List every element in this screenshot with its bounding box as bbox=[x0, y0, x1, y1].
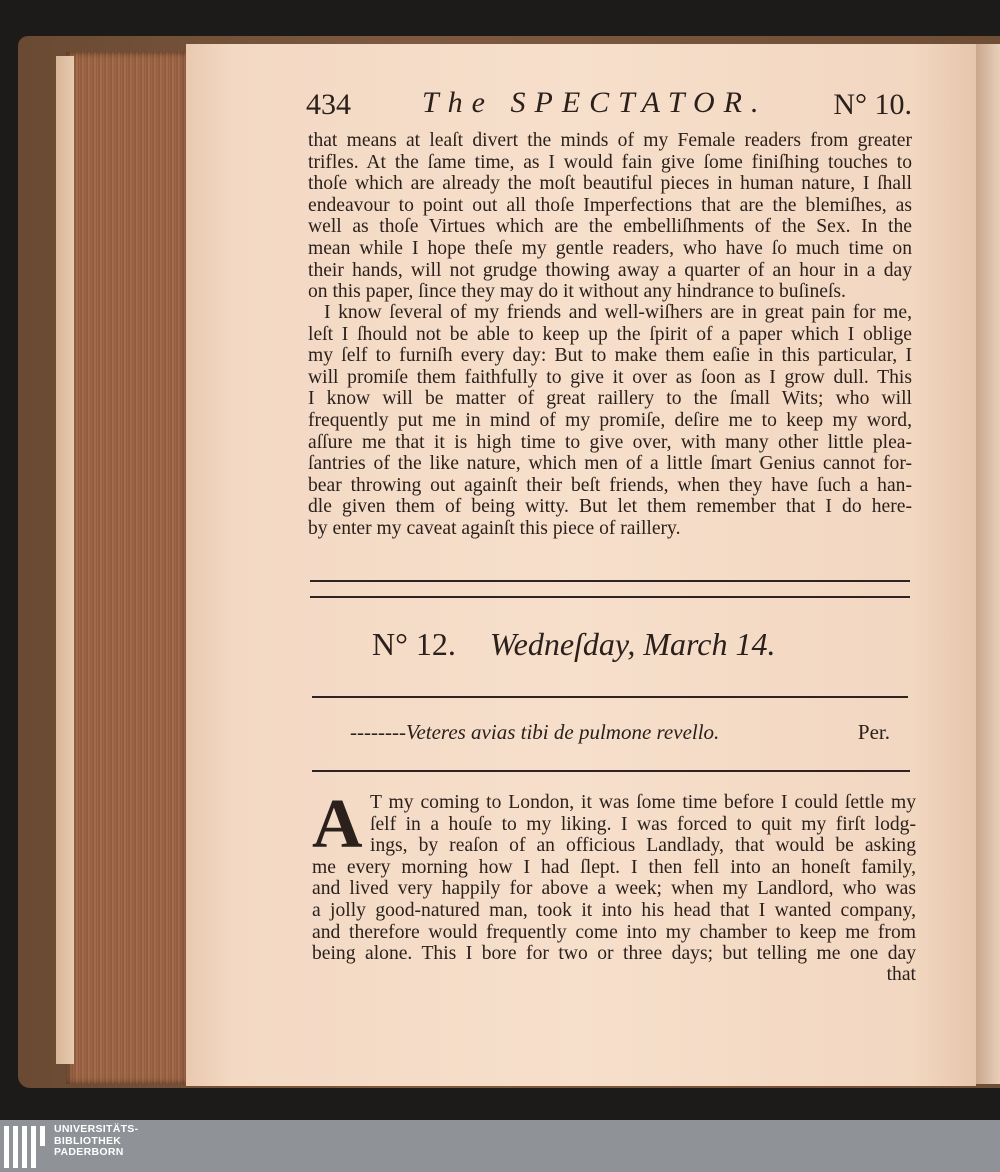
text-line: will promiſe them faithfully to give it over as ſoon as I grow dull. This bbox=[308, 366, 912, 388]
page-header bbox=[306, 86, 912, 126]
text-line: frequently put me in mind of my promiſe, deſire me to keep my word, bbox=[308, 409, 912, 431]
paragraph-2 bbox=[308, 302, 912, 540]
epigraph bbox=[350, 720, 890, 745]
text-line: my ſelf to furniſh every day: But to make them eaſie in this particular, I bbox=[308, 345, 912, 367]
text-line: endeavour to point out all thoſe Imperfections that are the blemiſhes, as bbox=[308, 194, 912, 216]
text-line: T my coming to London, it was ſome time before I could ſettle my bbox=[370, 792, 916, 813]
section-rule bbox=[310, 596, 910, 598]
library-name-line: UNIVERSITÄTS- bbox=[54, 1123, 139, 1135]
issue-heading-number: N° 12. bbox=[372, 626, 456, 662]
drop-cap: A bbox=[312, 786, 363, 863]
text-line: and therefore would frequently come into my chamber to keep me from bbox=[312, 921, 916, 943]
motto-rule bbox=[312, 770, 910, 772]
running-title: The SPECTATOR. bbox=[422, 86, 768, 119]
issue-number: N° 10. bbox=[833, 88, 912, 121]
epigraph-text: --------Veteres avias tibi de pulmone revello. bbox=[350, 720, 720, 744]
text-line: thoſe which are already the moſt beautiful pieces in human nature, I ſhall bbox=[308, 173, 912, 195]
text-line: their hands, will not grudge thowing away a quarter of an hour in a day bbox=[308, 259, 912, 281]
library-logo-icon bbox=[4, 1126, 48, 1168]
text-line: me every morning how I had ſlept. I then fell into an honeſt family, bbox=[312, 856, 916, 878]
text-line: mean while I hope theſe my gentle readers, who have ſo much time on bbox=[308, 237, 912, 259]
text-line: trifles. At the ſame time, as I would fain give ſome finiſhing touches to bbox=[308, 151, 912, 173]
text-line: well as thoſe Virtues which are the embelliſhments of the Sex. In the bbox=[308, 216, 912, 238]
essay-body bbox=[312, 786, 916, 965]
text-line: bear throwing out againſt their beſt friends, when they have ſuch a han- bbox=[308, 474, 912, 496]
page-number: 434 bbox=[306, 88, 351, 121]
library-logo-text bbox=[54, 1124, 138, 1159]
text-line: I know will be matter of great raillery to the ſmall Wits; who will bbox=[308, 388, 912, 410]
text-line: ings, by reaſon of an officious Landlady, that would be asking bbox=[370, 835, 916, 857]
library-name-line: BIBLIOTHEK bbox=[54, 1134, 122, 1147]
text-line: ſelf in a houſe to my liking. I was forced to quit my firſt lodg- bbox=[370, 813, 916, 835]
text-line: aſſure me that it is high time to give over, with many other little plea- bbox=[308, 431, 912, 453]
library-name-line: PADERBORN bbox=[54, 1146, 124, 1158]
epigraph-source: Per. bbox=[857, 720, 890, 744]
text-line: by enter my caveat againſt this piece of raillery. bbox=[308, 517, 681, 539]
text-line: and lived very happily for above a week; when my Landlord, who was bbox=[312, 878, 916, 900]
text-line: leſt I ſhould not be able to keep up the ſpirit of a paper which I oblige bbox=[308, 323, 912, 345]
text-line: ſantries of the like nature, which men of a little ſmart Genius cannot for- bbox=[308, 453, 912, 475]
library-footer bbox=[0, 1120, 1000, 1172]
text-line: dle given them of being witty. But let them remember that I do here- bbox=[308, 496, 912, 518]
issue-heading bbox=[372, 626, 775, 663]
issue-heading-date: Wedneſday, March 14. bbox=[489, 626, 776, 662]
text-line: a jolly good-natured man, took it into his head that I wanted company, bbox=[312, 899, 916, 921]
catchword: that bbox=[886, 964, 916, 985]
paragraph-1 bbox=[308, 130, 912, 303]
motto-rule bbox=[312, 696, 908, 698]
section-rule bbox=[310, 580, 910, 582]
text-line: that means at leaſt divert the minds of my Female readers from greater bbox=[308, 130, 912, 151]
text-line: on this paper, ſince they may do it without any hindrance to buſineſs. bbox=[308, 281, 846, 303]
text-line: I know ſeveral of my friends and well-wiſhers are in great pain for me, bbox=[324, 302, 912, 323]
text-line: being alone. This I bore for two or three days; but telling me one day bbox=[312, 943, 916, 965]
